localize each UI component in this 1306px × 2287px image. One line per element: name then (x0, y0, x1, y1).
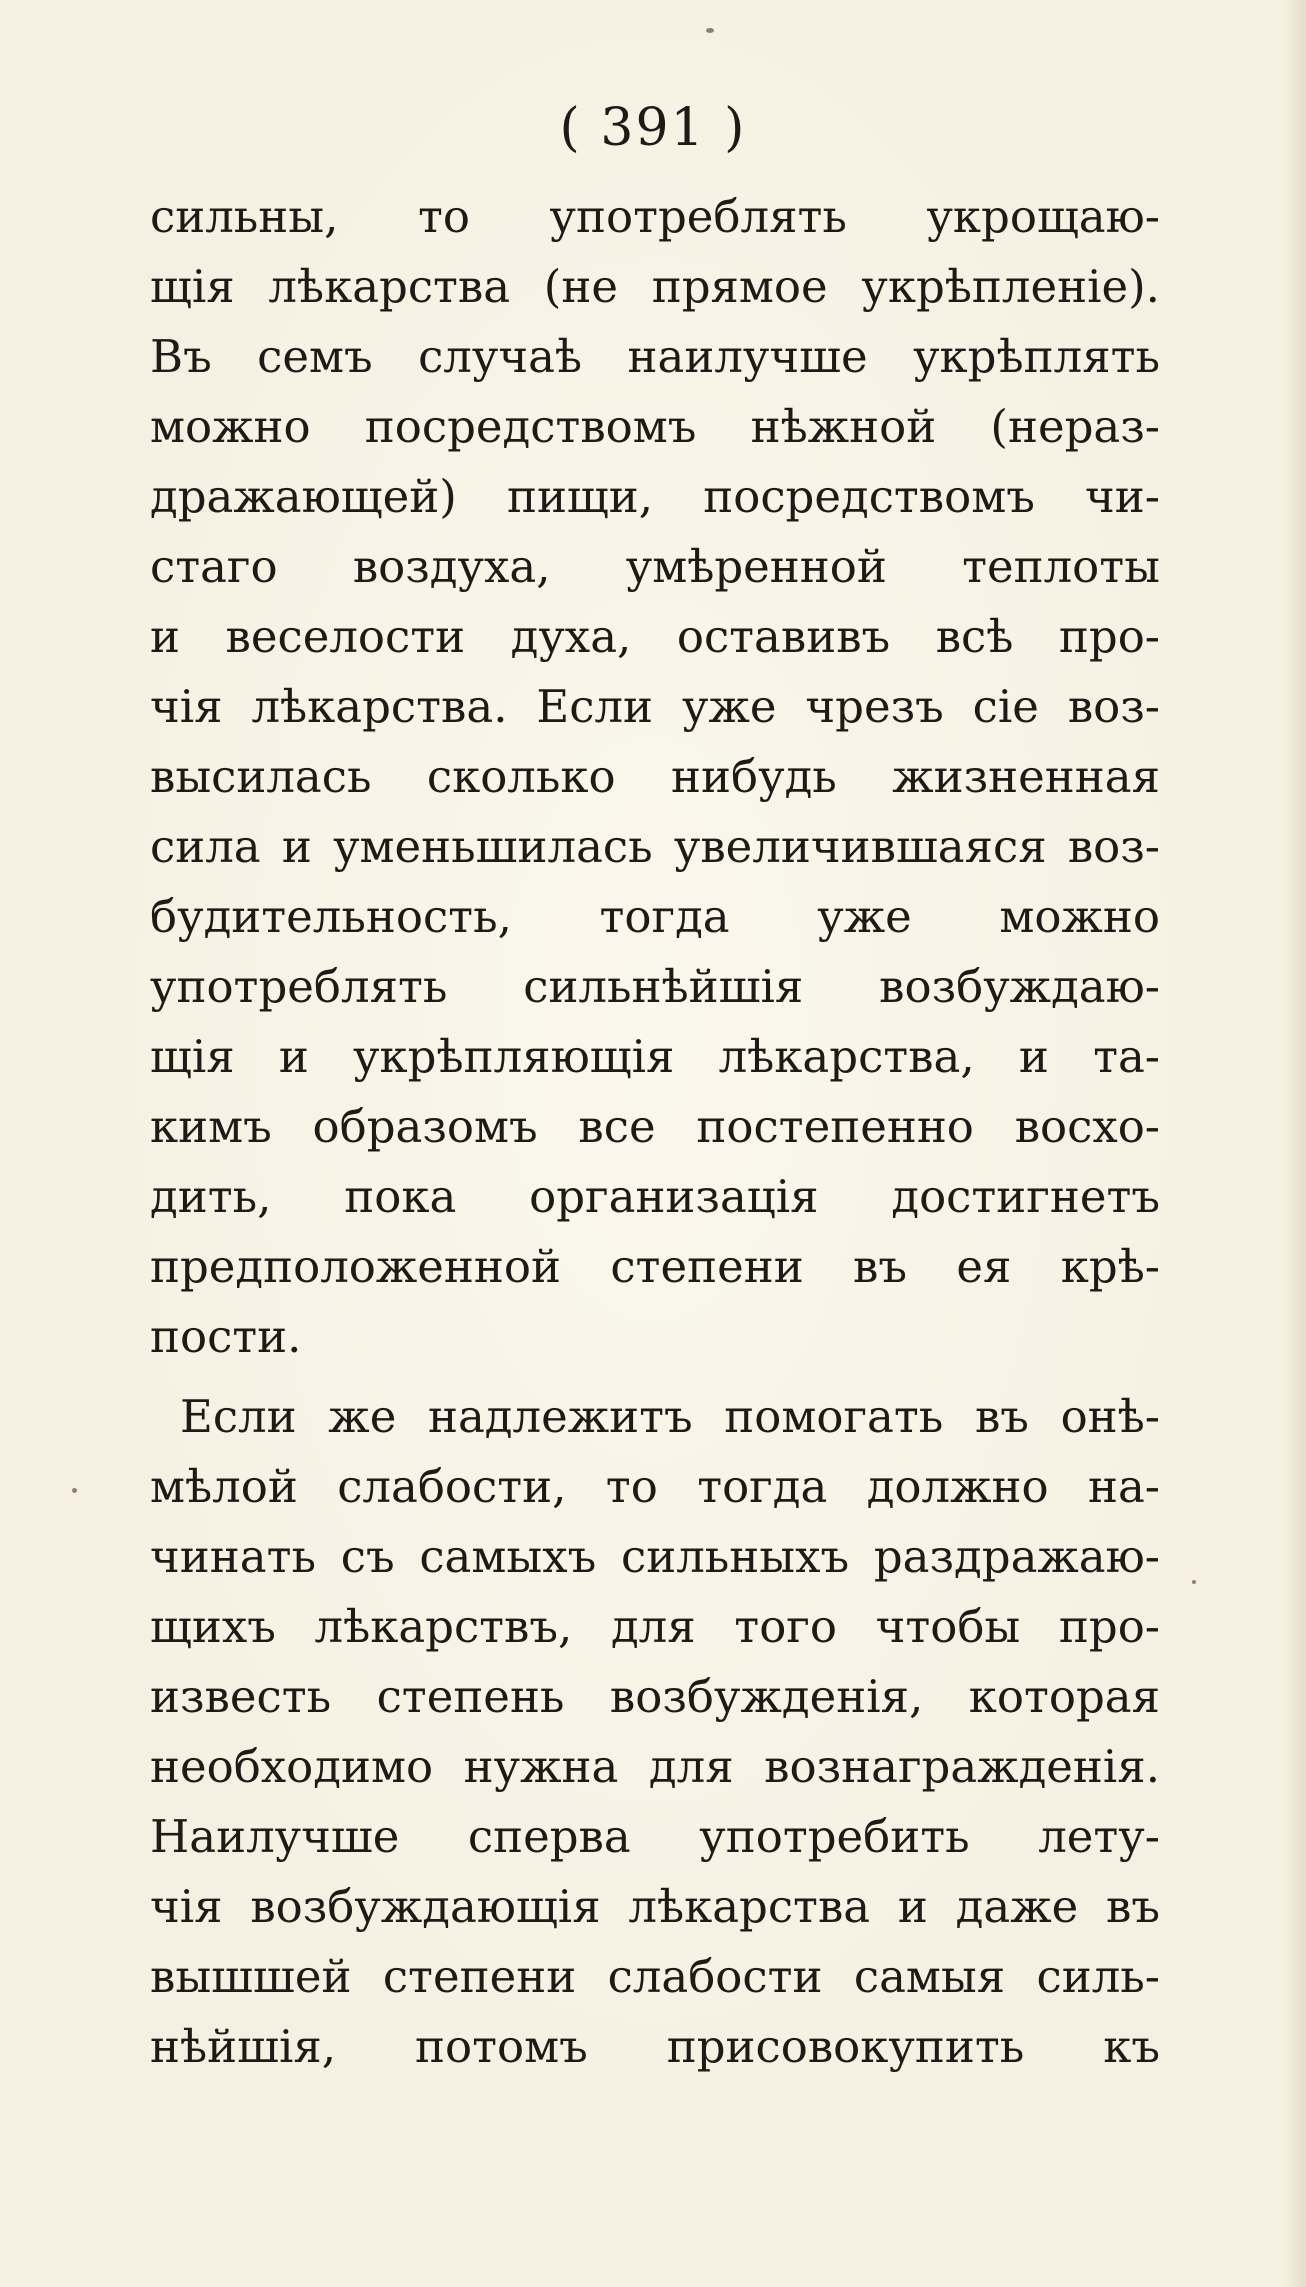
text-line: и веселости духа, оставивъ всѣ про- (150, 610, 1160, 663)
text-line: щихъ лѣкарствъ, для того чтобы про- (150, 1600, 1160, 1653)
text-line: Въ семъ случаѣ наилучше укрѣплять (150, 330, 1160, 383)
body-text (150, 182, 1160, 2082)
text-line: щія и укрѣпляющія лѣкарства, и та- (150, 1030, 1160, 1083)
text-line: кимъ образомъ все постепенно восхо- (150, 1100, 1160, 1153)
paragraph-1 (150, 182, 1160, 1372)
text-line: будительность, тогда уже можно (150, 890, 1160, 943)
text-line: употреблять сильнѣйшія возбуждаю- (150, 960, 1160, 1013)
text-line: можно посредствомъ нѣжной (нераз- (150, 400, 1160, 453)
ink-speck (72, 1488, 77, 1493)
text-line: сила и уменьшилась увеличившаяся воз- (150, 820, 1160, 873)
text-line: чія возбуждающія лѣкарства и даже въ (150, 1880, 1160, 1933)
paragraph-gap (150, 1372, 1160, 1382)
text-line: щія лѣкарства (не прямое укрѣпленіе). (150, 260, 1160, 313)
page-edge-shadow (1284, 0, 1306, 2287)
text-line: известь степень возбужденія, которая (150, 1670, 1160, 1723)
text-line: вышшей степени слабости самыя силь- (150, 1950, 1160, 2003)
text-line: предположенной степени въ ея крѣ- (150, 1240, 1160, 1293)
text-line: стаго воздуха, умѣренной теплоты (150, 540, 1160, 593)
text-line: чинать съ самыхъ сильныхъ раздражаю- (150, 1530, 1160, 1583)
ink-speck (1192, 1580, 1196, 1584)
ink-speck (706, 28, 714, 33)
text-line: чія лѣкарства. Если уже чрезъ сіе воз- (150, 680, 1160, 733)
paragraph-2 (150, 1382, 1160, 2082)
text-line: сильны, то употреблять укрощаю- (150, 190, 1160, 243)
text-line: Если же надлежитъ помогать въ онѣ- (180, 1390, 1160, 1443)
text-line: Наилучше сперва употребить лету- (150, 1810, 1160, 1863)
text-line: дить, пока организація достигнетъ (150, 1170, 1160, 1223)
text-line: мѣлой слабости, то тогда должно на- (150, 1460, 1160, 1513)
text-line: нѣйшія, потомъ присовокупить къ (150, 2020, 1160, 2073)
text-line: необходимо нужна для вознагражденія. (150, 1740, 1160, 1793)
text-line: пости. (150, 1310, 302, 1363)
text-line: дражающей) пищи, посредствомъ чи- (150, 470, 1160, 523)
page-number: ( 391 ) (559, 98, 747, 158)
text-line: высилась сколько нибудь жизненная (150, 750, 1160, 803)
